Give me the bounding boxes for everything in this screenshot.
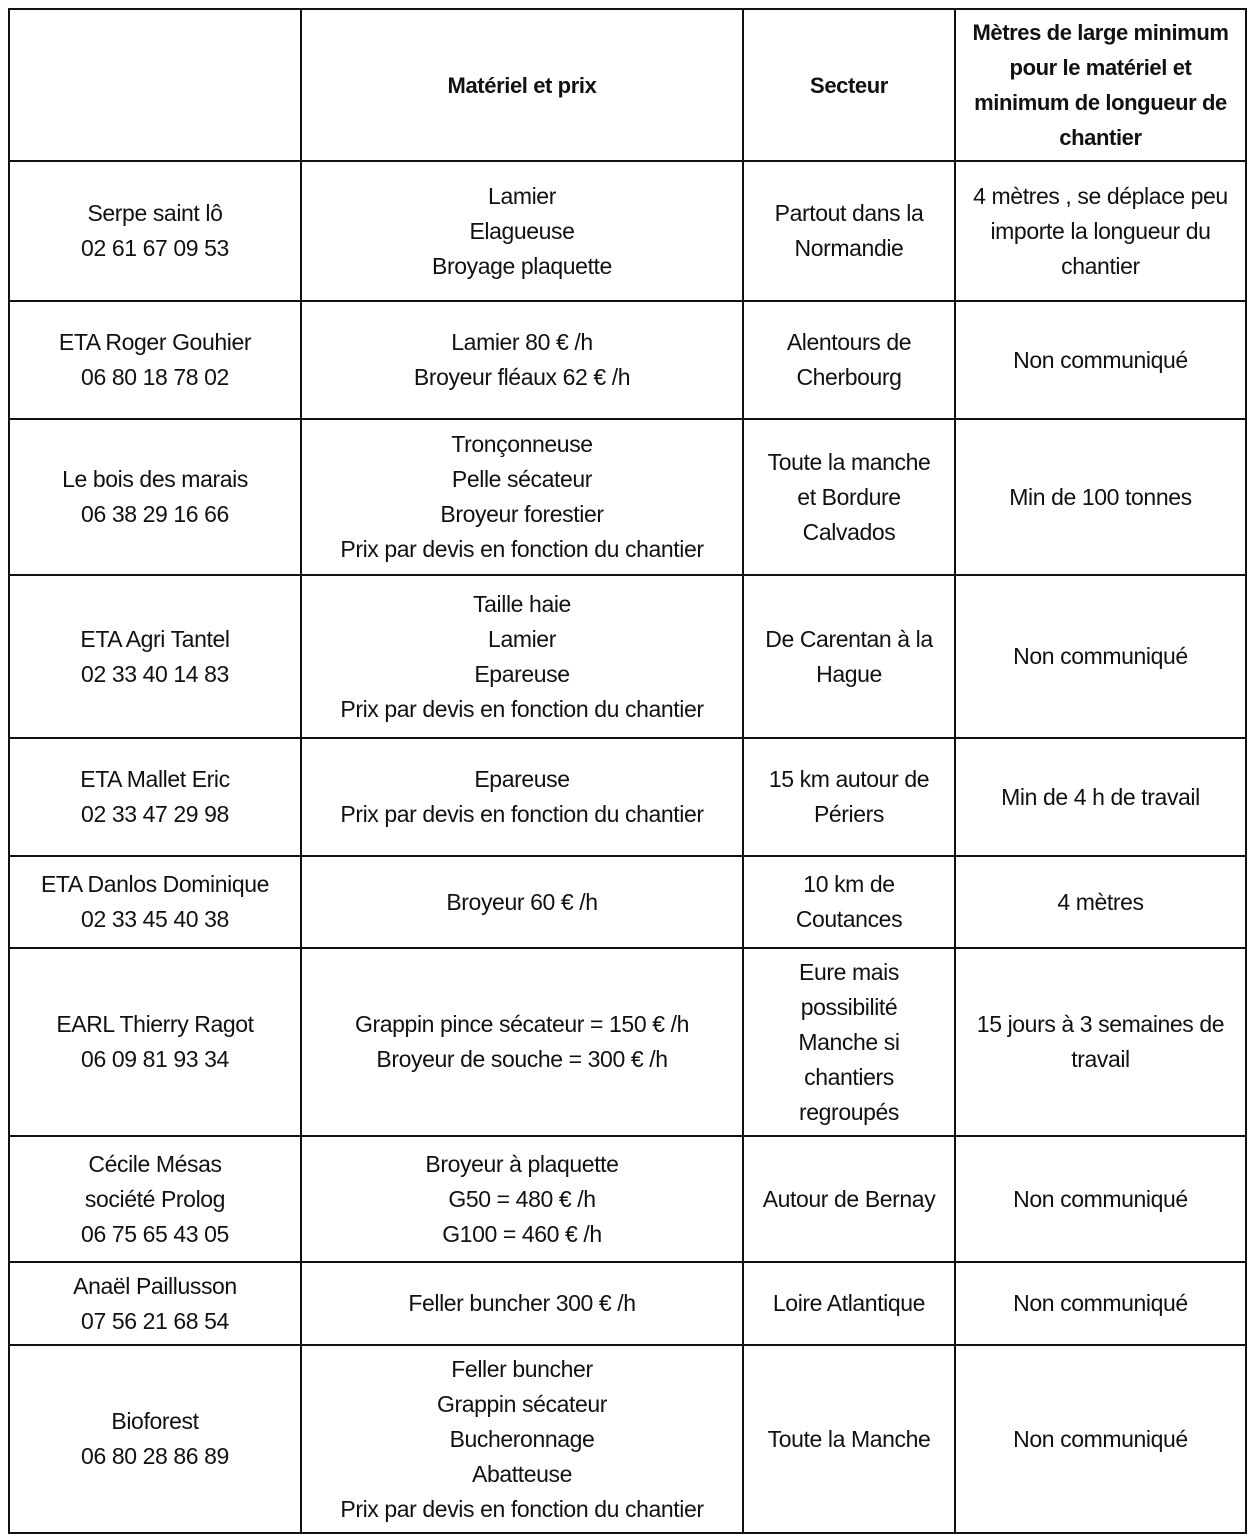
material-cell [301,1136,743,1262]
sector-cell [743,575,955,738]
sector-line: Autour de Bernay [762,1185,936,1212]
material-line: Prix par devis en fonction du chantier [340,801,704,827]
sector-line: Toute la manche [767,448,931,475]
material-line: Epareuse [474,660,570,687]
minimum-line: Non communiqué [1013,643,1188,669]
material-line: Prix par devis en fonction du chantier [340,536,704,562]
material-line: Elagueuse [469,217,575,244]
minimum-line: Non communiqué [1013,346,1188,373]
material-cell [301,856,743,948]
sector-cell [743,1345,955,1533]
company-line: Bioforest [111,1408,199,1434]
table-row [9,1345,1246,1533]
material-line: Broyeur fléaux 62 € /h [413,364,631,390]
sector-cell [743,738,955,856]
company-line: Serpe saint lô [87,200,223,226]
sector-cell [743,856,955,948]
company-line: 06 38 29 16 66 [81,501,229,527]
company-cell [9,301,301,419]
minimum-cell [955,856,1246,948]
material-line: Broyage plaquette [432,252,612,279]
contractors-table [8,8,1247,1534]
minimum-line: 15 jours à 3 semaines de [976,1011,1225,1037]
sector-cell [743,301,955,419]
material-line: Epareuse [474,766,570,792]
company-line: 02 33 45 40 38 [81,906,229,932]
material-line: Pelle sécateur [451,466,593,492]
minimum-line: Min de 4 h de travail [1001,783,1200,810]
sector-line: chantiers [804,1063,894,1090]
material-line: G100 = 460 € /h [442,1220,602,1247]
material-line: Broyeur 60 € /h [446,888,598,915]
minimum-line: Min de 100 tonnes [1009,483,1192,510]
company-line: ETA Roger Gouhier [58,329,252,355]
header-company [9,9,301,161]
company-cell [9,1262,301,1345]
sector-line: Coutances [795,906,903,932]
material-cell [301,1262,743,1345]
company-cell [9,161,301,301]
sector-cell [743,419,955,575]
company-cell [9,738,301,856]
minimum-line: travail [1071,1046,1130,1072]
table-row [9,948,1246,1136]
table-row [9,856,1246,948]
sector-line: regroupés [799,1098,899,1125]
company-line: société Prolog [84,1185,226,1212]
minimum-cell [955,1345,1246,1533]
company-line: 07 56 21 68 54 [81,1307,229,1334]
table-row [9,161,1246,301]
minimum-cell [955,1262,1246,1345]
sector-line: Hague [816,660,882,687]
table-body [9,161,1246,1533]
material-line: Grappin sécateur [436,1390,608,1417]
material-line: Feller buncher 300 € /h [408,1290,636,1316]
material-line: Grappin pince sécateur = 150 € /h [355,1011,689,1037]
company-cell [9,856,301,948]
minimum-line: Non communiqué [1013,1290,1188,1316]
material-line: Broyeur de souche = 300 € /h [376,1046,668,1072]
sector-line: 15 km autour de [768,766,930,792]
sector-line: possibilité [800,993,898,1020]
header-row [9,9,1246,161]
minimum-cell [955,301,1246,419]
material-line: Tronçonneuse [451,431,593,457]
sector-line: 10 km de [803,871,895,897]
material-line: Lamier [488,625,556,652]
header-minimum-line: chantier [1059,125,1142,150]
sector-line: et Bordure [797,483,901,510]
minimum-cell [955,419,1246,575]
minimum-cell [955,948,1246,1136]
minimum-line: chantier [1061,252,1140,279]
sector-line: Manche si [798,1028,900,1055]
table-row [9,1262,1246,1345]
table-row [9,575,1246,738]
sector-line: Périers [813,801,885,827]
company-line: Anaël Paillusson [73,1272,237,1299]
sector-line: Cherbourg [796,364,902,390]
sector-line: Normandie [794,235,904,261]
company-cell [9,1345,301,1533]
sector-line: Partout dans la [774,200,924,226]
material-cell [301,419,743,575]
company-line: 02 33 47 29 98 [81,801,229,827]
material-cell [301,575,743,738]
material-line: Bucheronnage [449,1425,595,1452]
table-row [9,419,1246,575]
company-line: 02 33 40 14 83 [81,660,229,687]
material-line: Broyeur forestier [440,501,604,527]
minimum-cell [955,1136,1246,1262]
material-cell [301,738,743,856]
company-line: Le bois des marais [62,466,248,492]
table-row [9,1136,1246,1262]
company-line: ETA Agri Tantel [80,625,230,652]
sector-line: Alentours de [786,329,912,355]
header-minimum-line: Mètres de large minimum [972,20,1229,45]
sector-line: Eure mais [799,958,899,985]
material-line: Prix par devis en fonction du chantier [340,695,704,722]
company-cell [9,1136,301,1262]
company-line: ETA Danlos Dominique [40,871,270,897]
minimum-cell [955,161,1246,301]
header-minimum [955,9,1246,161]
minimum-cell [955,575,1246,738]
material-line: Feller buncher [451,1355,593,1382]
company-line: 06 80 28 86 89 [81,1443,229,1469]
minimum-line: Non communiqué [1013,1425,1188,1452]
minimum-cell [955,738,1246,856]
company-line: ETA Mallet Eric [80,766,230,792]
company-line: 06 75 65 43 05 [81,1220,229,1247]
table-row [9,301,1246,419]
minimum-line: 4 mètres , se déplace peu [973,182,1228,209]
company-line: 06 80 18 78 02 [81,364,229,390]
header-material: Matériel et prix [301,9,743,161]
company-line: 02 61 67 09 53 [81,235,229,261]
material-cell [301,948,743,1136]
material-line: G50 = 480 € /h [448,1185,596,1212]
sector-line: Loire Atlantique [772,1290,926,1316]
company-line: 06 09 81 93 34 [81,1046,229,1072]
material-line: Broyeur à plaquette [425,1150,619,1177]
minimum-line: importe la longueur du [990,217,1211,244]
table-row [9,738,1246,856]
material-line: Taille haie [473,590,571,617]
sector-cell [743,948,955,1136]
material-cell [301,301,743,419]
material-cell [301,1345,743,1533]
minimum-line: 4 mètres [1057,888,1144,915]
header-sector: Secteur [743,9,955,161]
company-cell [9,419,301,575]
material-line: Lamier 80 € /h [451,329,593,355]
material-cell [301,161,743,301]
material-line: Lamier [488,182,556,209]
company-cell [9,948,301,1136]
sector-line: Calvados [802,518,896,545]
header-minimum-line: pour le matériel et [1009,55,1192,80]
sector-line: Toute la Manche [767,1425,931,1452]
company-line: Cécile Mésas [88,1150,222,1177]
company-line: EARL Thierry Ragot [56,1011,254,1037]
material-line: Prix par devis en fonction du chantier [340,1495,704,1522]
sector-cell [743,161,955,301]
sector-cell [743,1262,955,1345]
sector-cell [743,1136,955,1262]
material-line: Abatteuse [472,1460,572,1487]
header-minimum-line: minimum de longueur de [974,90,1227,115]
company-cell [9,575,301,738]
sector-line: De Carentan à la [765,625,933,652]
minimum-line: Non communiqué [1013,1185,1188,1212]
